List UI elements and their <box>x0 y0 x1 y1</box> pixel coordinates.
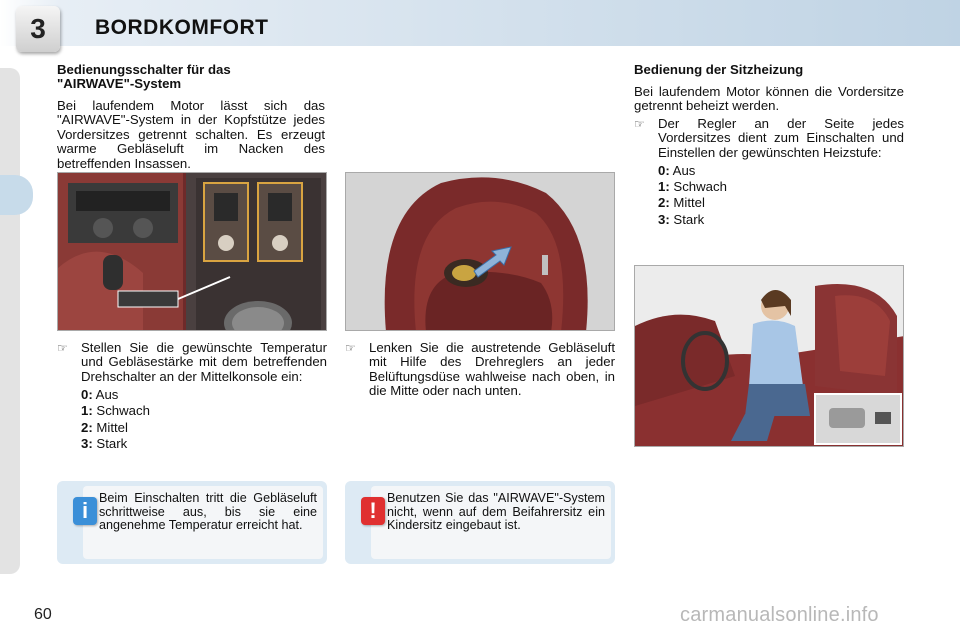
airwave-section <box>57 63 325 171</box>
headrest-vent-illustration <box>346 173 615 331</box>
page-title: BORDKOMFORT <box>95 16 269 39</box>
airwave-heading: Bedienungsschalter für das "AIRWAVE"-System <box>57 62 231 91</box>
info-notice-body <box>83 486 323 559</box>
info-notice <box>57 481 327 564</box>
seat-heating-photo <box>634 265 904 447</box>
center-console-illustration <box>58 173 327 331</box>
side-rail <box>0 68 20 574</box>
chapter-number-badge: 3 <box>16 6 60 52</box>
seat-level-3: 3: Stark <box>658 211 705 227</box>
watermark[interactable]: carmanualsonline.info <box>680 604 879 626</box>
warning-notice <box>345 481 615 564</box>
pointing-hand-icon: ☞ <box>345 341 356 355</box>
headrest-vent-photo <box>345 172 615 331</box>
airwave-level-3: 3: Stark <box>81 435 128 451</box>
seat-level-1: 1: Schwach <box>658 179 727 195</box>
warning-notice-body <box>371 486 611 559</box>
airwave-level-0: 0: Aus <box>81 387 119 403</box>
airwave-step2-block <box>345 341 615 399</box>
seat-heating-section <box>634 63 904 228</box>
seat-level-0: 0: Aus <box>658 163 696 179</box>
airwave-level-1: 1: Schwach <box>81 403 150 419</box>
airwave-intro: Bei laufendem Motor lässt sich das "AIRWAVE"-System in der Kopfstütze jedes Vordersitzes getrennt schalten. Es erzeugt warme Gebläseluft im Nacken des betreffenden Insassen. <box>57 98 325 171</box>
pointing-hand-icon: ☞ <box>57 341 68 355</box>
seat-level-2: 2: Mittel <box>658 195 705 211</box>
chapter-side-tab[interactable] <box>0 175 33 215</box>
warning-notice-text: Benutzen Sie das "AIRWAVE"-System nicht, wenn auf dem Beifahrersitz ein Kindersitz eingebaut ist. <box>387 491 605 533</box>
seat-heating-levels <box>658 163 904 228</box>
warning-icon: ! <box>361 497 385 525</box>
info-icon: i <box>73 497 97 525</box>
airwave-step2 <box>345 341 615 399</box>
seat-heating-heading: Bedienung der Sitzheizung <box>634 62 804 77</box>
info-notice-text: Beim Einschalten tritt die Gebläseluft schrittweise aus, bis sie eine angenehme Temperatur erreicht hat. <box>99 491 317 533</box>
airwave-step1-text: Stellen Sie die gewünschte Temperatur und Gebläsestärke mit dem betreffenden Drehschalter an der Mittelkonsole ein: <box>81 340 327 384</box>
airwave-levels <box>81 387 327 452</box>
airwave-step1 <box>57 341 327 384</box>
seat-heating-step-text: Der Regler an der Seite jedes Vordersitzes dient zum Einschalten und Einstellen der gewünschten Heizstufe: <box>658 115 904 160</box>
page-number: 60 <box>34 606 52 623</box>
seat-heating-step <box>634 117 904 160</box>
pointing-hand-icon: ☞ <box>634 116 645 131</box>
seat-heating-intro: Bei laufendem Motor können die Vordersitze getrennt beheizt werden. <box>634 84 904 114</box>
seat-heating-illustration <box>635 266 904 447</box>
airwave-step2-text: Lenken Sie die austretende Gebläseluft mit Hilfe des Drehreglers an jeder Belüftungsdüse wahlweise nach oben, in die Mitte oder nach unten. <box>369 340 615 399</box>
center-console-photo <box>57 172 327 331</box>
airwave-level-2: 2: Mittel <box>81 419 128 435</box>
airwave-step1-block <box>57 341 327 452</box>
